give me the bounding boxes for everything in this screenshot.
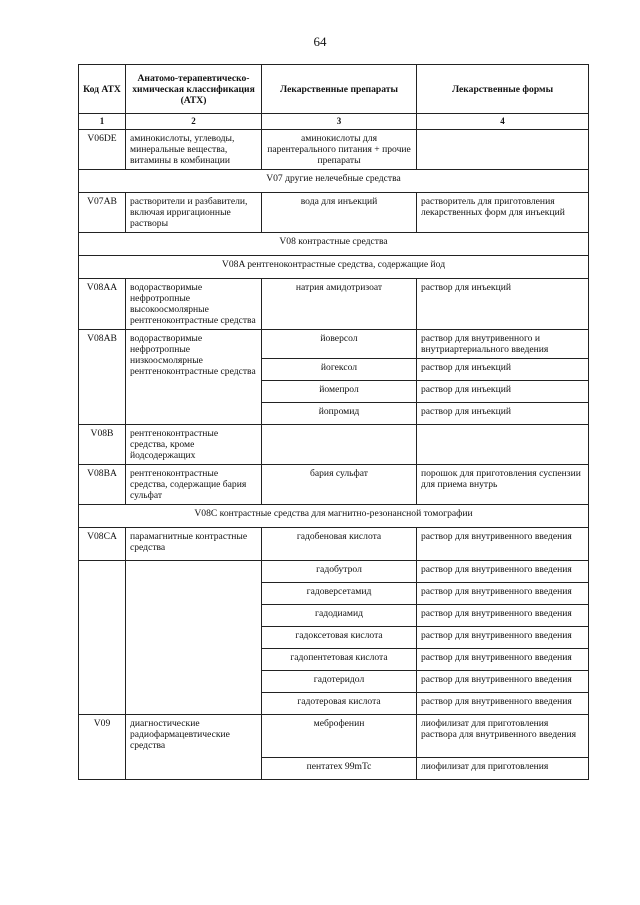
- drug-name: меброфенин: [262, 715, 417, 758]
- table-row: [79, 465, 589, 505]
- drug-name: гадопентетовая кислота: [262, 649, 417, 671]
- atx-class: водорастворимые нефротропные высокоосмолярные рентгеноконтрастные средства: [126, 279, 262, 330]
- drug-name: гадобеновая кислота: [262, 528, 417, 561]
- section-title: V08 контрастные средства: [79, 233, 589, 256]
- empty-cell: [126, 561, 262, 715]
- drug-form: раствор для внутривенного введения: [417, 627, 589, 649]
- header-code: Код АТХ: [79, 65, 126, 114]
- column-number: 4: [417, 114, 589, 130]
- drug-name: гадодиамид: [262, 605, 417, 627]
- table-row: [79, 561, 589, 583]
- drug-form: раствор для внутривенного введения: [417, 693, 589, 715]
- atx-code: V08AA: [79, 279, 126, 330]
- atx-code: V06DE: [79, 130, 126, 170]
- atx-class: рентгеноконтрастные средства, содержащие бария сульфат: [126, 465, 262, 505]
- page-number: 64: [313, 34, 327, 49]
- column-number: 3: [262, 114, 417, 130]
- header-classification: Анатомо-терапевтическо-химическая классификация (АТХ): [126, 65, 262, 114]
- drug-form: раствор для внутривенного введения: [417, 671, 589, 693]
- drug-name: аминокислоты для парентерального питания + прочие препараты: [262, 130, 417, 170]
- atx-class: парамагнитные контрастные средства: [126, 528, 262, 561]
- atx-code: V08B: [79, 425, 126, 465]
- table-row: [79, 193, 589, 233]
- section-row: [79, 505, 589, 528]
- drug-name: йомепрол: [262, 381, 417, 403]
- atx-code: V09: [79, 715, 126, 780]
- drug-form: [417, 425, 589, 465]
- drug-name: йопромид: [262, 403, 417, 425]
- drug-form: порошок для приготовления суспензии для приема внутрь: [417, 465, 589, 505]
- drug-form: раствор для инъекций: [417, 279, 589, 330]
- drug-form: раствор для внутривенного и внутриартериального введения: [417, 330, 589, 359]
- empty-cell: [79, 561, 126, 715]
- drug-name: йогексол: [262, 359, 417, 381]
- drug-form: растворитель для приготовления лекарственных форм для инъекций: [417, 193, 589, 233]
- atx-code: V08AB: [79, 330, 126, 425]
- table-row: [79, 330, 589, 359]
- header-drugs: Лекарственные препараты: [262, 65, 417, 114]
- atx-class: водорастворимые нефротропные низкоосмолярные рентгеноконтрастные средства: [126, 330, 262, 425]
- atx-class: растворители и разбавители, включая ирригационные растворы: [126, 193, 262, 233]
- drug-form: раствор для инъекций: [417, 359, 589, 381]
- drug-form: [417, 130, 589, 170]
- header-forms: Лекарственные формы: [417, 65, 589, 114]
- drug-form: лиофилизат для приготовления: [417, 758, 589, 780]
- section-row: [79, 256, 589, 279]
- section-row: [79, 170, 589, 193]
- table-row: [79, 130, 589, 170]
- section-row: [79, 233, 589, 256]
- atx-table: [78, 64, 589, 780]
- drug-name: гадотеридол: [262, 671, 417, 693]
- drug-name: гадоксетовая кислота: [262, 627, 417, 649]
- drug-form: раствор для внутривенного введения: [417, 583, 589, 605]
- drug-name: йоверсол: [262, 330, 417, 359]
- drug-form: раствор для внутривенного введения: [417, 561, 589, 583]
- drug-form: раствор для внутривенного введения: [417, 528, 589, 561]
- table-row: [79, 715, 589, 758]
- atx-code: V08BA: [79, 465, 126, 505]
- table-header-row: [79, 65, 589, 114]
- table-row: [79, 528, 589, 561]
- drug-name: бария сульфат: [262, 465, 417, 505]
- drug-form: лиофилизат для приготовления раствора для внутривенного введения: [417, 715, 589, 758]
- atx-code: V07AB: [79, 193, 126, 233]
- drug-form: раствор для внутривенного введения: [417, 649, 589, 671]
- atx-class: аминокислоты, углеводы, минеральные вещества, витамины в комбинации: [126, 130, 262, 170]
- column-number: 2: [126, 114, 262, 130]
- table-row: [79, 279, 589, 330]
- drug-name: [262, 425, 417, 465]
- column-number: 1: [79, 114, 126, 130]
- column-number-row: [79, 114, 589, 130]
- drug-name: гадобутрол: [262, 561, 417, 583]
- drug-name: гадотеровая кислота: [262, 693, 417, 715]
- section-title: V08A рентгеноконтрастные средства, содержащие йод: [79, 256, 589, 279]
- drug-name: вода для инъекций: [262, 193, 417, 233]
- drug-form: раствор для инъекций: [417, 381, 589, 403]
- drug-name: натрия амидотризоат: [262, 279, 417, 330]
- section-title: V08C контрастные средства для магнитно-резонансной томографии: [79, 505, 589, 528]
- table-row: [79, 425, 589, 465]
- drug-name: пентатех 99mTc: [262, 758, 417, 780]
- drug-name: гадоверсетамид: [262, 583, 417, 605]
- atx-class: рентгеноконтрастные средства, кроме йодсодержащих: [126, 425, 262, 465]
- drug-form: раствор для внутривенного введения: [417, 605, 589, 627]
- atx-code: V08CA: [79, 528, 126, 561]
- atx-class: диагностические радиофармацевтические средства: [126, 715, 262, 780]
- section-title: V07 другие нелечебные средства: [79, 170, 589, 193]
- drug-form: раствор для инъекций: [417, 403, 589, 425]
